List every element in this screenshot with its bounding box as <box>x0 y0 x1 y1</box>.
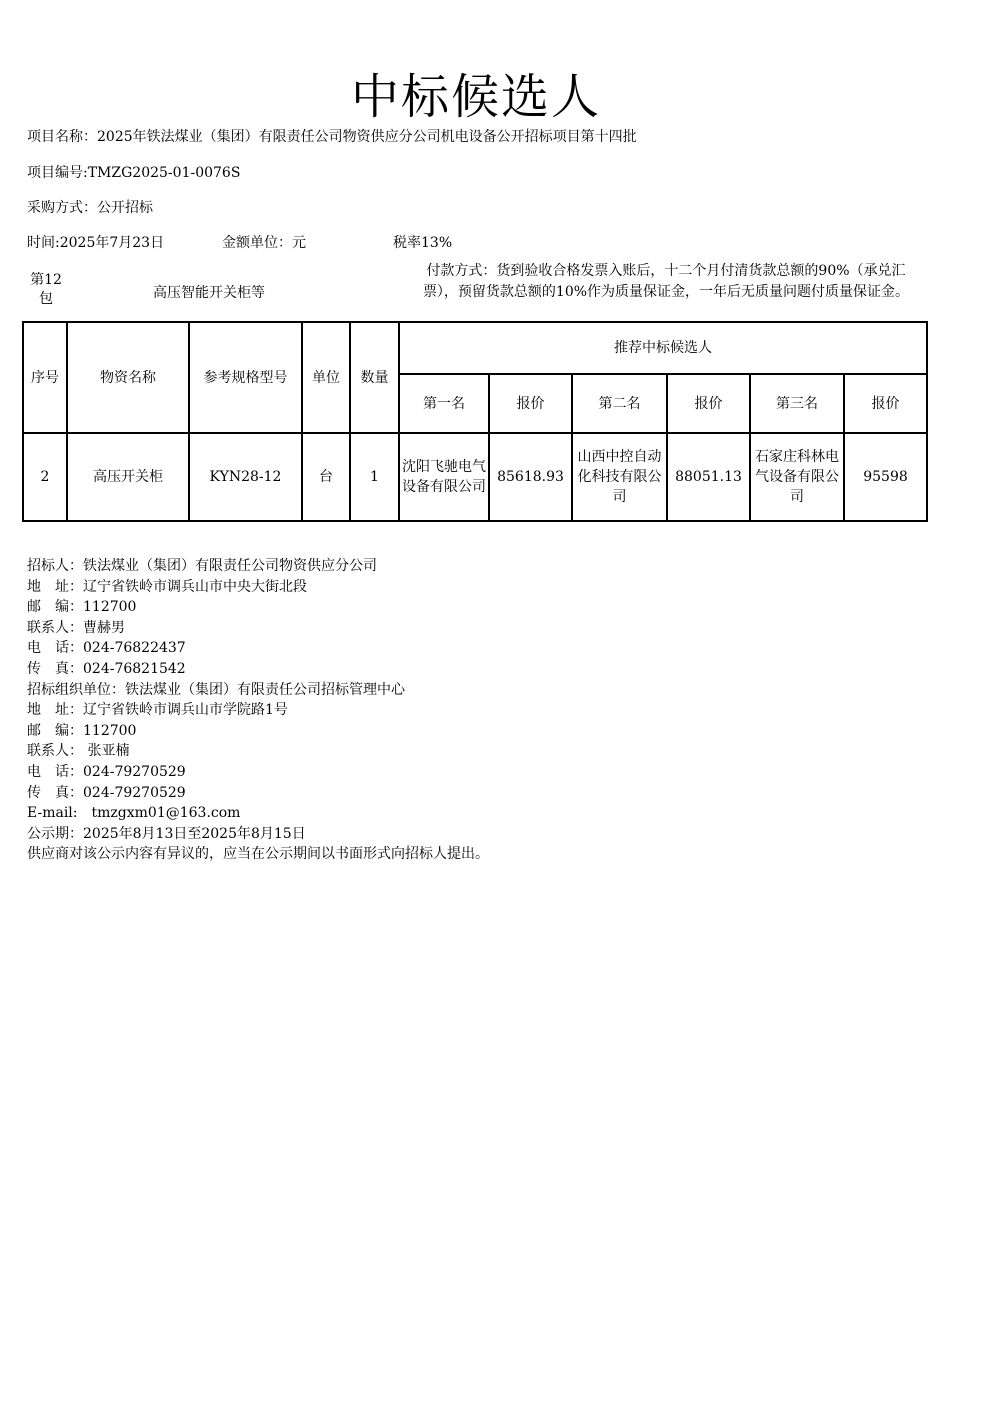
cell-item-name: 高压开关柜 <box>67 433 189 521</box>
cell-spec: KYN28-12 <box>189 433 302 521</box>
procurement-method: 采购方式：公开招标 <box>27 200 153 216</box>
cell-seq: 2 <box>23 433 67 521</box>
header-price-3: 报价 <box>844 374 927 433</box>
tax-rate: 税率13% <box>393 235 453 251</box>
publicity-period: 公示期：2025年8月13日至2025年8月15日 <box>27 825 306 842</box>
cell-price-3: 95598 <box>844 433 927 521</box>
tenderer: 招标人：铁法煤业（集团）有限责任公司物资供应分公司 <box>27 558 377 574</box>
agency-phone: 电 话：024-79270529 <box>27 763 186 780</box>
header-price-1: 报价 <box>489 374 572 433</box>
package-number-line1: 第12 <box>30 272 62 288</box>
tenderer-postcode: 邮 编：112700 <box>27 599 137 616</box>
header-price-2: 报价 <box>667 374 750 433</box>
agency-contact: 联系人： 张亚楠 <box>27 743 130 760</box>
table-row <box>23 433 927 521</box>
header-first: 第一名 <box>399 374 489 433</box>
cell-second-candidate: 山西中控自动化科技有限公司 <box>572 433 667 521</box>
tenderer-phone: 电 话：024-76822437 <box>27 640 186 657</box>
agency-postcode: 邮 编：112700 <box>27 722 137 739</box>
payment-terms: 付款方式：货到验收合格发票入账后，十二个月付清货款总额的90%（承兑汇票），预留货款总额的10%作为质量保证金，一年后无质量问题付质量保证金。 <box>422 263 910 300</box>
header-spec: 参考规格型号 <box>189 322 302 433</box>
currency-unit: 金额单位：元 <box>222 235 306 251</box>
contact-info <box>27 556 489 865</box>
objection-notice: 供应商对该公示内容有异议的，应当在公示期间以书面形式向招标人提出。 <box>27 846 489 863</box>
cell-first-candidate: 沈阳飞驰电气设备有限公司 <box>399 433 489 521</box>
project-number: 项目编号:TMZG2025-01-0076S <box>27 165 241 181</box>
tenderer-fax: 传 真：024-76821542 <box>27 660 186 677</box>
agency-address: 地 址：辽宁省铁岭市调兵山市学院路1号 <box>27 702 288 719</box>
header-recommended-candidates: 推荐中标候选人 <box>399 322 927 374</box>
cell-price-1: 85618.93 <box>489 433 572 521</box>
tenderer-contact: 联系人：曹赫男 <box>27 619 125 636</box>
header-third: 第三名 <box>750 374 844 433</box>
header-second: 第二名 <box>572 374 667 433</box>
announcement-date: 时间:2025年7月23日 <box>27 235 165 251</box>
agency-email: E-mail: tmzgxm01@163.com <box>27 805 241 822</box>
package-name: 高压智能开关柜等 <box>153 285 265 301</box>
cell-unit: 台 <box>302 433 350 521</box>
header-qty: 数量 <box>350 322 399 433</box>
agency-fax: 传 真：024-79270529 <box>27 784 186 801</box>
agency: 招标组织单位：铁法煤业（集团）有限责任公司招标管理中心 <box>27 681 405 698</box>
tenderer-address: 地 址：辽宁省铁岭市调兵山市中央大街北段 <box>27 578 307 595</box>
header-seq: 序号 <box>23 322 67 433</box>
page-title: 中标候选人 <box>350 69 601 125</box>
candidate-table <box>22 321 928 522</box>
package-number <box>27 271 65 309</box>
cell-price-2: 88051.13 <box>667 433 750 521</box>
project-name: 项目名称：2025年铁法煤业（集团）有限责任公司物资供应分公司机电设备公开招标项目第十四批 <box>27 129 637 145</box>
header-item-name: 物资名称 <box>67 322 189 433</box>
package-number-line2: 包 <box>39 291 53 307</box>
cell-qty: 1 <box>350 433 399 521</box>
cell-third-candidate: 石家庄科林电气设备有限公司 <box>750 433 844 521</box>
header-unit: 单位 <box>302 322 350 433</box>
